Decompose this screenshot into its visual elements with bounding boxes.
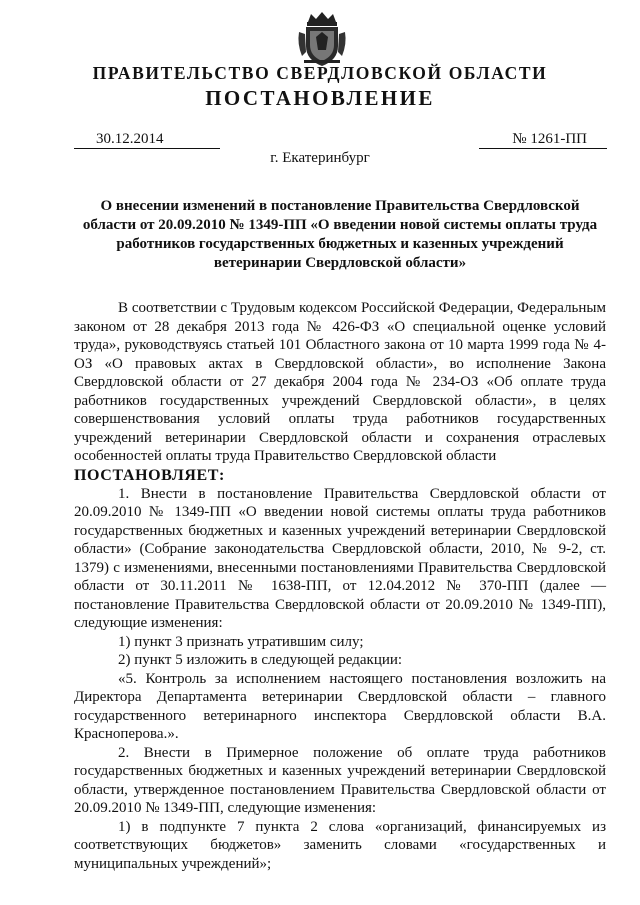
item-1-subitem-1: 1) пункт 3 признать утратившим силу; bbox=[118, 633, 364, 650]
resolve-heading: ПОСТАНОВЛЯЕТ: bbox=[74, 466, 225, 484]
item-1-paragraph: 1. Внести в постановление Правительства Свердловской области от 20.09.2010 № 1349-ПП «О введении новой системы оплаты труда работников государственных бюджетных и казенных учреждений ветеринарии Свердловской области» (Собрание законодательства Свердловской области, 2010, № 9-2, ст. 1379) с изменениями, внесенными постановлениями Правительства Свердловской области от 30.11.2011 № 1638-ПП, от 12.04.2012 № 370-ПП (далее — постановление Правительства Свердловской области от 20.09.2010 № 1349-ПП), следующие изменения: bbox=[74, 485, 606, 631]
item-1-quote-paragraph: «5. Контроль за исполнением настоящего постановления возложить на Директора Департамента ветеринарии Свердловской области – главного государственного ветеринарного инспектора Свердловской области В.А. Красноперова.». bbox=[74, 670, 606, 742]
item-1-subitem-2: 2) пункт 5 изложить в следующей редакции: bbox=[118, 652, 403, 668]
preamble-paragraph: В соответствии с Трудовым кодексом Российской Федерации, Федеральным законом от 28 декабря 2013 года № 426-ФЗ «О специальной оценке условий труда», руководствуясь статьей 101 Областного закона от 10 марта 1999 года № 4-ОЗ «О правовых актах в Свердловской области», во исполнение Закона Свердловской области от 27 декабря 2004 года № 234-ОЗ «Об оплате труда работников государственных учреждений Свердловской области», в целях совершенствования условий оплаты труда работников государственных учреждений ветеринарии Свердловской области и сохранения отраслевых особенностей оплаты труда Правительство Свердловской области bbox=[74, 300, 606, 464]
organization-name: ПРАВИТЕЛЬСТВО СВЕРДЛОВСКОЙ ОБЛАСТИ bbox=[92, 63, 548, 83]
coat-of-arms-emblem bbox=[296, 10, 348, 68]
item-2-subitem-1: 1) в подпункте 7 пункта 2 слова «организаций, финансируемых из соответствующих бюджетов» заменить словами «государственных и муниципальных учреждений»; bbox=[74, 818, 606, 872]
document-title: О внесении изменений в постановление Правительства Свердловской области от 20.09.2010 № 1349-ПП «О введении новой системы оплаты труда работников государственных бюджетных и казенных учреждений ветеринарии Свердловской области» bbox=[82, 198, 598, 271]
document-body bbox=[74, 299, 606, 873]
document-type: ПОСТАНОВЛЕНИЕ bbox=[205, 86, 435, 110]
item-2-paragraph: 2. Внести в Примерное положение об оплате труда работников государственных бюджетных и казенных учреждений ветеринарии Свердловской области, утвержденное постановлением Правительства Свердловской области от 20.09.2010 № 1349-ПП, следующие изменения: bbox=[74, 744, 606, 816]
document-city: г. Екатеринбург bbox=[270, 150, 370, 166]
document-date: 30.12.2014 bbox=[74, 131, 220, 149]
document-number: № 1261-ПП bbox=[479, 131, 607, 149]
